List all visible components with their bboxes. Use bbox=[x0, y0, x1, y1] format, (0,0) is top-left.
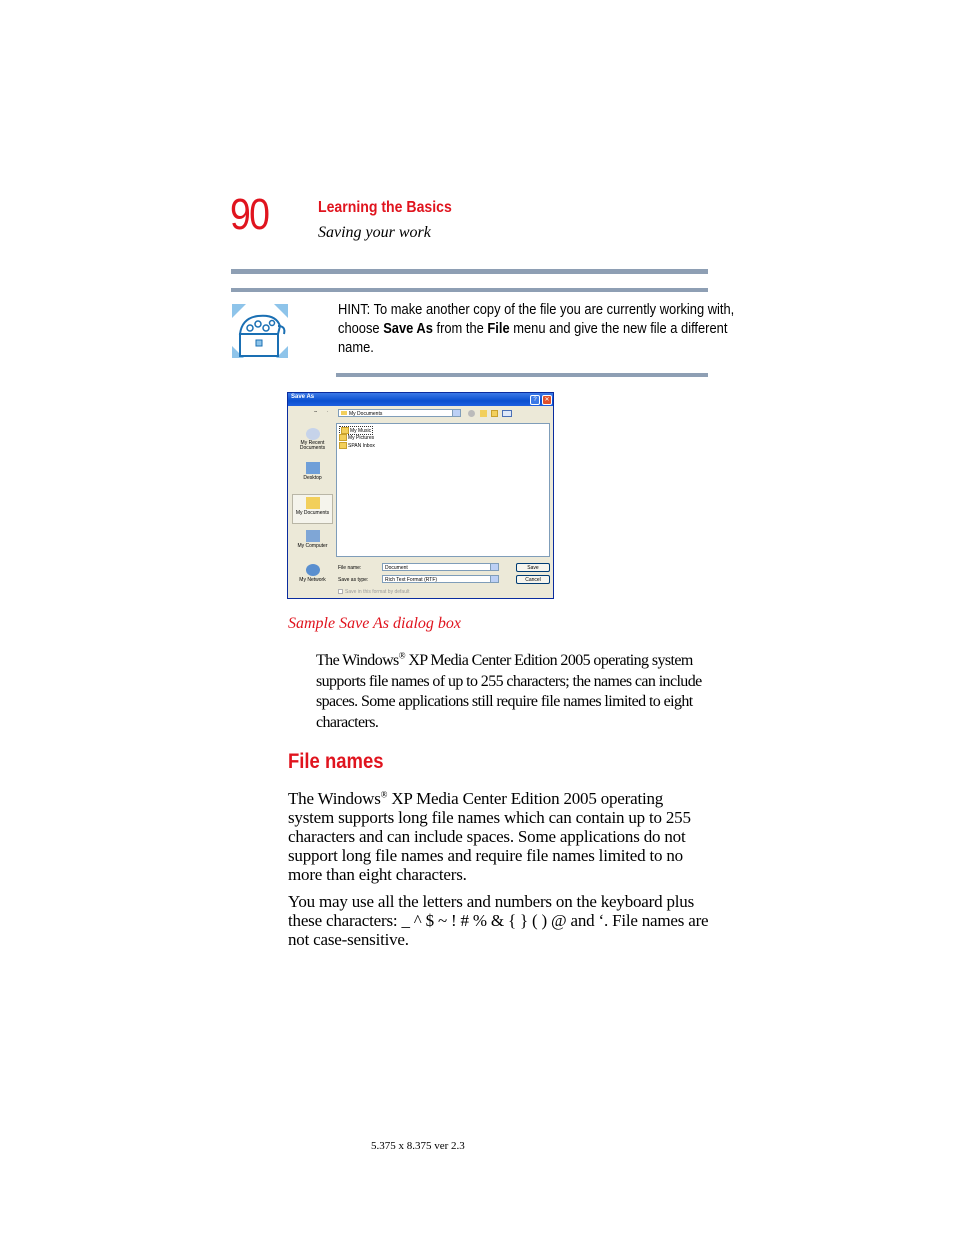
folder-icon bbox=[341, 427, 349, 434]
folder-icon bbox=[339, 442, 347, 449]
save-in-value: My Documents bbox=[349, 411, 383, 417]
close-icon: ✕ bbox=[542, 395, 552, 405]
place-my-documents: My Documents bbox=[292, 494, 333, 524]
section-heading: File names bbox=[288, 750, 384, 773]
body-paragraph: The Windows® XP Media Center Edition 2005 operating system supports long file names which can contain up to 255 characters and can include spaces. Some applications do not support long file names and require file names limited to no more than eight characters. bbox=[288, 789, 691, 884]
place-my-computer: My Computer bbox=[292, 530, 333, 549]
section-title: Saving your work bbox=[318, 224, 431, 241]
file-name-value: Document bbox=[385, 565, 408, 571]
list-item: SPAN Inbox bbox=[339, 442, 375, 449]
file-name-field bbox=[382, 563, 499, 571]
recent-documents-icon bbox=[306, 428, 320, 440]
up-folder-icon bbox=[480, 410, 487, 417]
computer-icon bbox=[306, 530, 320, 542]
treasure-chest-icon bbox=[232, 304, 288, 358]
default-format-label: Save in this format by default bbox=[345, 589, 410, 595]
figure-caption: Sample Save As dialog box bbox=[288, 615, 462, 632]
save-as-type-dropdown bbox=[382, 575, 499, 583]
body-paragraph: The Windows® XP Media Center Edition 2005 operating system supports file names of up to 255 characters; the names can include spaces. Some applications still require file names limited to eight characters. bbox=[316, 650, 702, 731]
folder-icon bbox=[339, 434, 347, 441]
hint-top-rule bbox=[231, 288, 708, 292]
save-as-type-value: Rich Text Format (RTF) bbox=[385, 577, 438, 583]
list-item: My Pictures bbox=[339, 434, 374, 441]
save-as-type-label: Save as type: bbox=[338, 577, 369, 583]
file-name-label: File name: bbox=[338, 565, 362, 571]
place-my-recent: My Recent Documents bbox=[292, 428, 333, 451]
top-rule bbox=[231, 269, 708, 274]
hint-text: HINT: To make another copy of the file you are currently working with, choose Save As from the File menu and give the new file a different name. bbox=[338, 301, 735, 356]
file-list bbox=[336, 423, 550, 557]
folder-icon bbox=[341, 411, 347, 415]
dialog-title: Save As bbox=[291, 394, 315, 400]
desktop-icon bbox=[306, 462, 320, 474]
default-format-checkbox bbox=[338, 589, 343, 594]
cancel-button: Cancel bbox=[516, 575, 550, 584]
places-bar bbox=[292, 412, 333, 595]
body-paragraph: You may use all the letters and numbers on the keyboard plus these characters: _ ^ $ ~ ! # % & { } ( ) @ and ‘. File names are not case-sensitive. bbox=[288, 892, 709, 949]
chevron-down-icon bbox=[452, 410, 460, 416]
footer-note: 5.375 x 8.375 ver 2.3 bbox=[371, 1140, 465, 1152]
help-icon: ? bbox=[530, 395, 540, 405]
views-icon bbox=[502, 410, 512, 417]
hint-bottom-rule bbox=[336, 373, 708, 377]
save-as-dialog-figure bbox=[287, 392, 554, 599]
documents-folder-icon bbox=[306, 497, 320, 509]
list-item: My Music bbox=[339, 426, 373, 435]
chevron-down-icon bbox=[490, 576, 498, 582]
back-icon bbox=[468, 410, 475, 417]
network-icon bbox=[306, 564, 320, 576]
chapter-title: Learning the Basics bbox=[318, 199, 452, 216]
page-number: 90 bbox=[230, 190, 269, 239]
place-desktop: Desktop bbox=[292, 462, 333, 481]
save-button: Save bbox=[516, 563, 550, 572]
chevron-down-icon bbox=[490, 564, 498, 570]
dialog-titlebar bbox=[288, 393, 553, 406]
place-my-network: My Network bbox=[292, 564, 333, 583]
save-in-dropdown bbox=[338, 409, 461, 417]
new-folder-icon bbox=[491, 410, 498, 417]
